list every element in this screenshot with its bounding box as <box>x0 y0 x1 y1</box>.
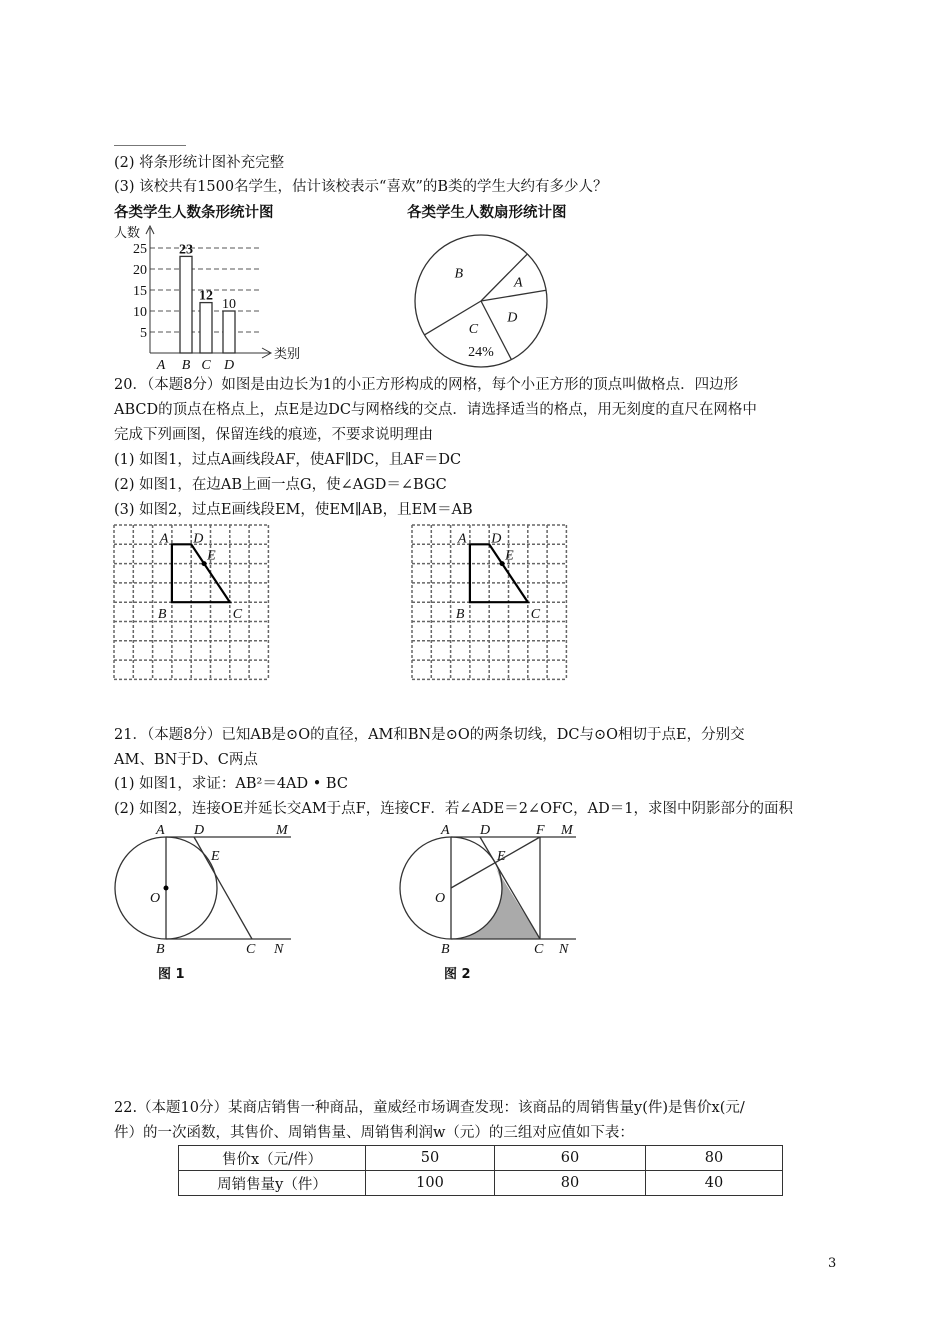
bar <box>180 256 192 353</box>
label-a: A <box>156 823 165 838</box>
point-e <box>500 561 505 566</box>
point-e <box>202 561 207 566</box>
table-row <box>179 1146 783 1171</box>
table-cell: 售价x（元/件） <box>179 1146 366 1171</box>
q20-line: (3) 如图2，过点E画线段EM，使EM∥AB，且EM＝AB <box>114 502 473 518</box>
label-a: A <box>441 823 450 838</box>
pie-slice-label: D <box>507 310 518 326</box>
figure-1-caption: 图 1 <box>158 967 185 982</box>
figure-2-caption: 图 2 <box>444 967 471 982</box>
pie-slice-label: B <box>454 266 464 282</box>
y-tick-label: 5 <box>140 326 147 341</box>
label-c: C <box>246 942 256 957</box>
label-n: N <box>559 942 569 957</box>
label-e: E <box>211 849 220 864</box>
quadrilateral-abcd <box>470 544 528 602</box>
q21-line: (1) 如图1，求证：AB²＝4AD • BC <box>114 776 348 793</box>
vertex-label: C <box>530 607 541 623</box>
q22-line: 件）的一次函数，其售价、周销售量、周销售利润w（元）的三组对应值如下表： <box>114 1125 634 1141</box>
vertex-label: D <box>491 531 502 547</box>
x-tick-label: D <box>223 358 235 373</box>
label-f: F <box>536 823 545 838</box>
q19-part2: (2) 将条形统计图补充完整 <box>114 155 285 171</box>
quadrilateral-abcd <box>172 544 230 602</box>
q21-line: (2) 如图2，连接OE并延长交AM于点F，连接CF．若∠ADE＝2∠OFC，AD＝1，求图中阴影部分的面积 <box>114 801 793 818</box>
table-row <box>179 1171 783 1196</box>
pie-chart-title: 各类学生人数扇形统计图 <box>407 205 567 221</box>
vertex-label: B <box>157 607 167 623</box>
label-d: D <box>194 823 205 838</box>
vertex-label: A <box>457 531 467 547</box>
table-cell: 周销售量y（件） <box>179 1171 366 1196</box>
q21-line: 21．（本题8分）已知AB是⊙O的直径，AM和BN是⊙O的两条切线，DC与⊙O相切于点E，分别交 <box>114 727 745 743</box>
q20-line: (2) 如图1，在边AB上画一点G，使∠AGD＝∠BGC <box>114 477 447 493</box>
label-n: N <box>274 942 284 957</box>
footnote-rule <box>114 145 186 146</box>
q19-part3: (3) 该校共有1500名学生，估计该校表示“喜欢”的B类的学生大约有多少人？ <box>114 179 608 195</box>
vertex-label: A <box>159 531 169 547</box>
center-o <box>164 886 169 891</box>
y-tick-label: 15 <box>133 284 147 299</box>
q22-line: 22.（本题10分）某商店销售一种商品，童威经市场调查发现：该商品的周销售量y(件)是售价x(元/ <box>114 1100 745 1116</box>
x-tick-label: B <box>181 358 191 373</box>
y-axis-title: 人数 <box>114 226 141 241</box>
page-number: 3 <box>828 1256 837 1271</box>
bar-chart-title: 各类学生人数条形统计图 <box>114 205 274 221</box>
bar-value-label: 10 <box>222 297 236 312</box>
vertex-label: C <box>232 607 243 623</box>
q20-line: (1) 如图1，过点A画线段AF，使AF∥DC，且AF＝DC <box>114 452 462 468</box>
pie-slice-label: C <box>468 321 479 337</box>
q20-line: 20．（本题8分）如图是由边长为1的小正方形构成的网格，每个小正方形的顶点叫做格点．四边形 <box>114 377 739 393</box>
segment-of <box>451 837 540 888</box>
label-m: M <box>276 823 288 838</box>
label-b: B <box>441 942 450 957</box>
vertex-label: B <box>455 607 465 623</box>
table-cell: 50 <box>366 1146 495 1171</box>
label-b: B <box>156 942 165 957</box>
vertex-label: E <box>505 548 514 564</box>
x-tick-label: A <box>156 358 166 373</box>
bar <box>223 311 235 353</box>
pie-percent-label: 24% <box>468 345 494 360</box>
vertex-label: E <box>207 548 216 564</box>
q20-line: 完成下列画图，保留连线的痕迹，不要求说明理由 <box>114 427 433 443</box>
x-axis-title: 类别 <box>274 347 301 362</box>
bar <box>200 303 212 353</box>
y-tick-label: 25 <box>133 242 147 257</box>
vertex-label: D <box>193 531 204 547</box>
q21-line: AM、BN于D、C两点 <box>114 751 258 768</box>
shaded-region <box>453 862 540 939</box>
table-cell: 40 <box>646 1171 783 1196</box>
label-e: E <box>497 849 506 864</box>
label-o: O <box>150 891 161 906</box>
label-d: D <box>480 823 491 838</box>
label-c: C <box>534 942 544 957</box>
x-tick-label: C <box>201 358 211 373</box>
q20-line: ABCD的顶点在格点上，点E是边DC与网格线的交点．请选择适当的格点，用无刻度的直尺在网格中 <box>114 402 757 418</box>
table-cell: 80 <box>495 1171 646 1196</box>
table-cell: 100 <box>366 1171 495 1196</box>
y-tick-label: 20 <box>133 263 147 278</box>
table-cell: 60 <box>495 1146 646 1171</box>
bar-value-label: 23 <box>179 242 193 258</box>
price-sales-table <box>178 1145 783 1196</box>
label-o: O <box>435 891 446 906</box>
label-m: M <box>561 823 573 838</box>
bar-value-label: 12 <box>199 288 213 304</box>
y-tick-label: 10 <box>133 305 147 320</box>
table-cell: 80 <box>646 1146 783 1171</box>
pie-slice-label: A <box>514 275 523 291</box>
